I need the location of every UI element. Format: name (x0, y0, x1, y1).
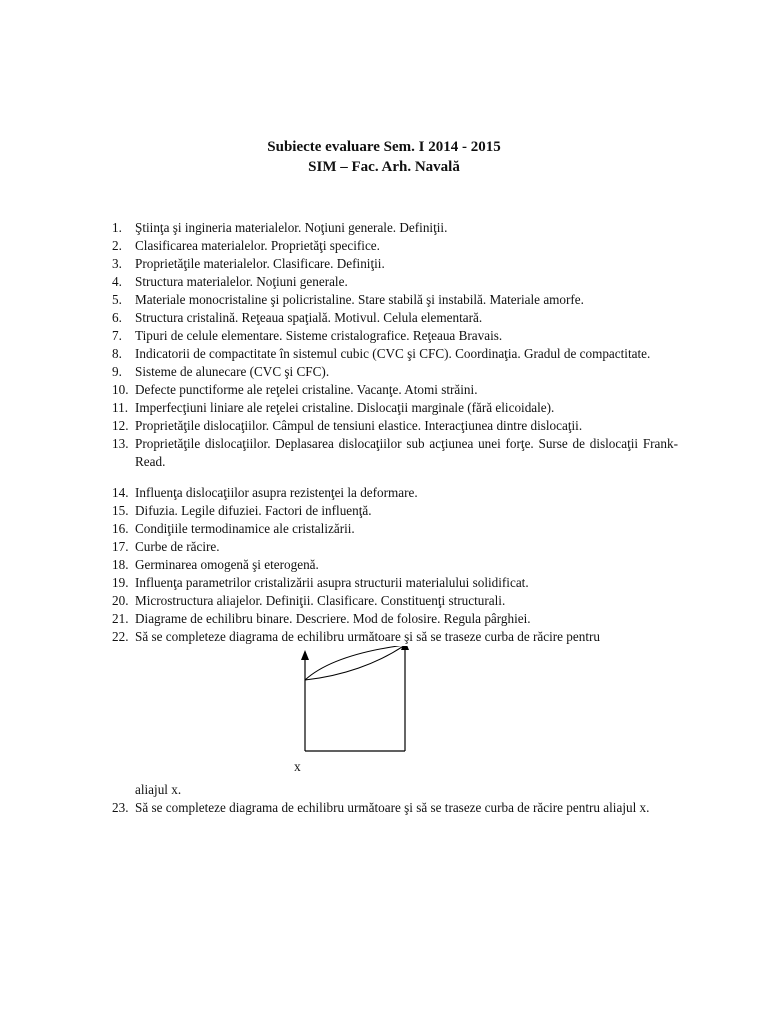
item-number: 1. (112, 220, 122, 235)
item-number: 16. (112, 521, 129, 536)
list-item (112, 219, 678, 237)
list-item (112, 799, 678, 817)
list-item-continuation: aliajul x. (135, 782, 182, 797)
list-item (112, 556, 678, 574)
item-number: 20. (112, 593, 129, 608)
list-item (112, 610, 678, 628)
list-item (112, 592, 678, 610)
section-gap (112, 471, 678, 484)
liquidus-curve (305, 646, 405, 680)
item-text: Diagrame de echilibru binare. Descriere. Mod de folosire. Regula pârghiei. (135, 611, 531, 626)
item-number: 8. (112, 346, 122, 361)
item-number: 6. (112, 310, 122, 325)
item-text: Materiale monocristaline şi policristaline. Stare stabilă şi instabilă. Materiale amorfe. (135, 292, 584, 307)
list-item (112, 628, 678, 646)
item-number: 12. (112, 418, 129, 433)
item-number: 21. (112, 611, 129, 626)
list-item (112, 435, 678, 471)
item-text: Curbe de răcire. (135, 539, 220, 554)
item-number: 17. (112, 539, 129, 554)
item-text: Influenţa dislocaţiilor asupra rezistenţei la deformare. (135, 485, 418, 500)
item-number: 4. (112, 274, 122, 289)
list-item (112, 309, 678, 327)
item-number: 11. (112, 400, 128, 415)
item-number: 9. (112, 364, 122, 379)
list-item (112, 484, 678, 502)
item-number: 5. (112, 292, 122, 307)
item-text: Defecte punctiforme ale reţelei cristaline. Vacanţe. Atomi străini. (135, 382, 478, 397)
item-text: Structura cristalină. Reţeaua spaţială. Motivul. Celula elementară. (135, 310, 483, 325)
list-item (112, 255, 678, 273)
item-text: Condiţiile termodinamice ale cristalizării. (135, 521, 355, 536)
list-item (112, 520, 678, 538)
item-text: Să se completeze diagrama de echilibru următoare şi să se traseze curba de răcire pentru aliajul x. (135, 800, 650, 815)
list-item (112, 345, 678, 363)
item-number: 10. (112, 382, 129, 397)
question-list (112, 219, 678, 817)
item-number: 2. (112, 238, 122, 253)
left-axis-arrow-icon (301, 650, 309, 660)
list-item (112, 327, 678, 345)
item-text: Clasificarea materialelor. Proprietăţi specifice. (135, 238, 380, 253)
alloy-x-label: x (294, 759, 301, 774)
item-text: Germinarea omogenă şi eterogenă. (135, 557, 319, 572)
phase-diagram-figure (297, 646, 427, 758)
item-text: Proprietăţile dislocaţiilor. Câmpul de tensiuni elastice. Interacţiunea dintre dislocaţii. (135, 418, 583, 433)
list-item (112, 574, 678, 592)
list-item (112, 363, 678, 381)
item-number: 3. (112, 256, 122, 271)
item-number: 14. (112, 485, 129, 500)
item-text: Tipuri de celule elementare. Sisteme cristalografice. Reţeaua Bravais. (135, 328, 503, 343)
item-number: 23. (112, 800, 129, 815)
item-text: Ştiinţa şi ingineria materialelor. Noţiuni generale. Definiţii. (135, 220, 448, 235)
list-item (112, 399, 678, 417)
item-number: 15. (112, 503, 129, 518)
item-number: 18. (112, 557, 129, 572)
list-item (112, 417, 678, 435)
item-text: Indicatorii de compactitate în sistemul cubic (CVC şi CFC). Coordinaţia. Gradul de compactitate. (135, 346, 651, 361)
item-text: Influenţa parametrilor cristalizării asupra structurii materialului solidificat. (135, 575, 529, 590)
item-text: Difuzia. Legile difuziei. Factori de influenţă. (135, 503, 372, 518)
page-subtitle: SIM – Fac. Arh. Navală (308, 159, 460, 175)
list-item (112, 237, 678, 255)
list-item (112, 538, 678, 556)
solidus-curve (305, 646, 405, 680)
list-item (112, 381, 678, 399)
item-number: 22. (112, 629, 129, 644)
item-text: Proprietăţile materialelor. Clasificare. Definiţii. (135, 256, 385, 271)
phase-diagram (112, 646, 678, 781)
item-text: Sisteme de alunecare (CVC şi CFC). (135, 364, 330, 379)
item-text: Structura materialelor. Noţiuni generale. (135, 274, 348, 289)
item-text: Să se completeze diagrama de echilibru următoare şi să se traseze curba de răcire pentru (135, 629, 600, 644)
list-item (112, 291, 678, 309)
item-number: 13. (112, 436, 129, 451)
item-text: Microstructura aliajelor. Definiţii. Clasificare. Constituenţi structurali. (135, 593, 506, 608)
item-text: Imperfecţiuni liniare ale reţelei cristaline. Dislocaţii marginale (fără elicoidale). (135, 400, 555, 415)
list-item (112, 502, 678, 520)
item-text: Proprietăţile dislocaţiilor. Deplasarea dislocaţiilor sub acţiunea unei forţe. Surse de dislocaţii Frank-Read. (135, 436, 678, 469)
list-item (112, 273, 678, 291)
page-title: Subiecte evaluare Sem. I 2014 - 2015 (267, 139, 501, 155)
item-number: 7. (112, 328, 122, 343)
item-number: 19. (112, 575, 129, 590)
